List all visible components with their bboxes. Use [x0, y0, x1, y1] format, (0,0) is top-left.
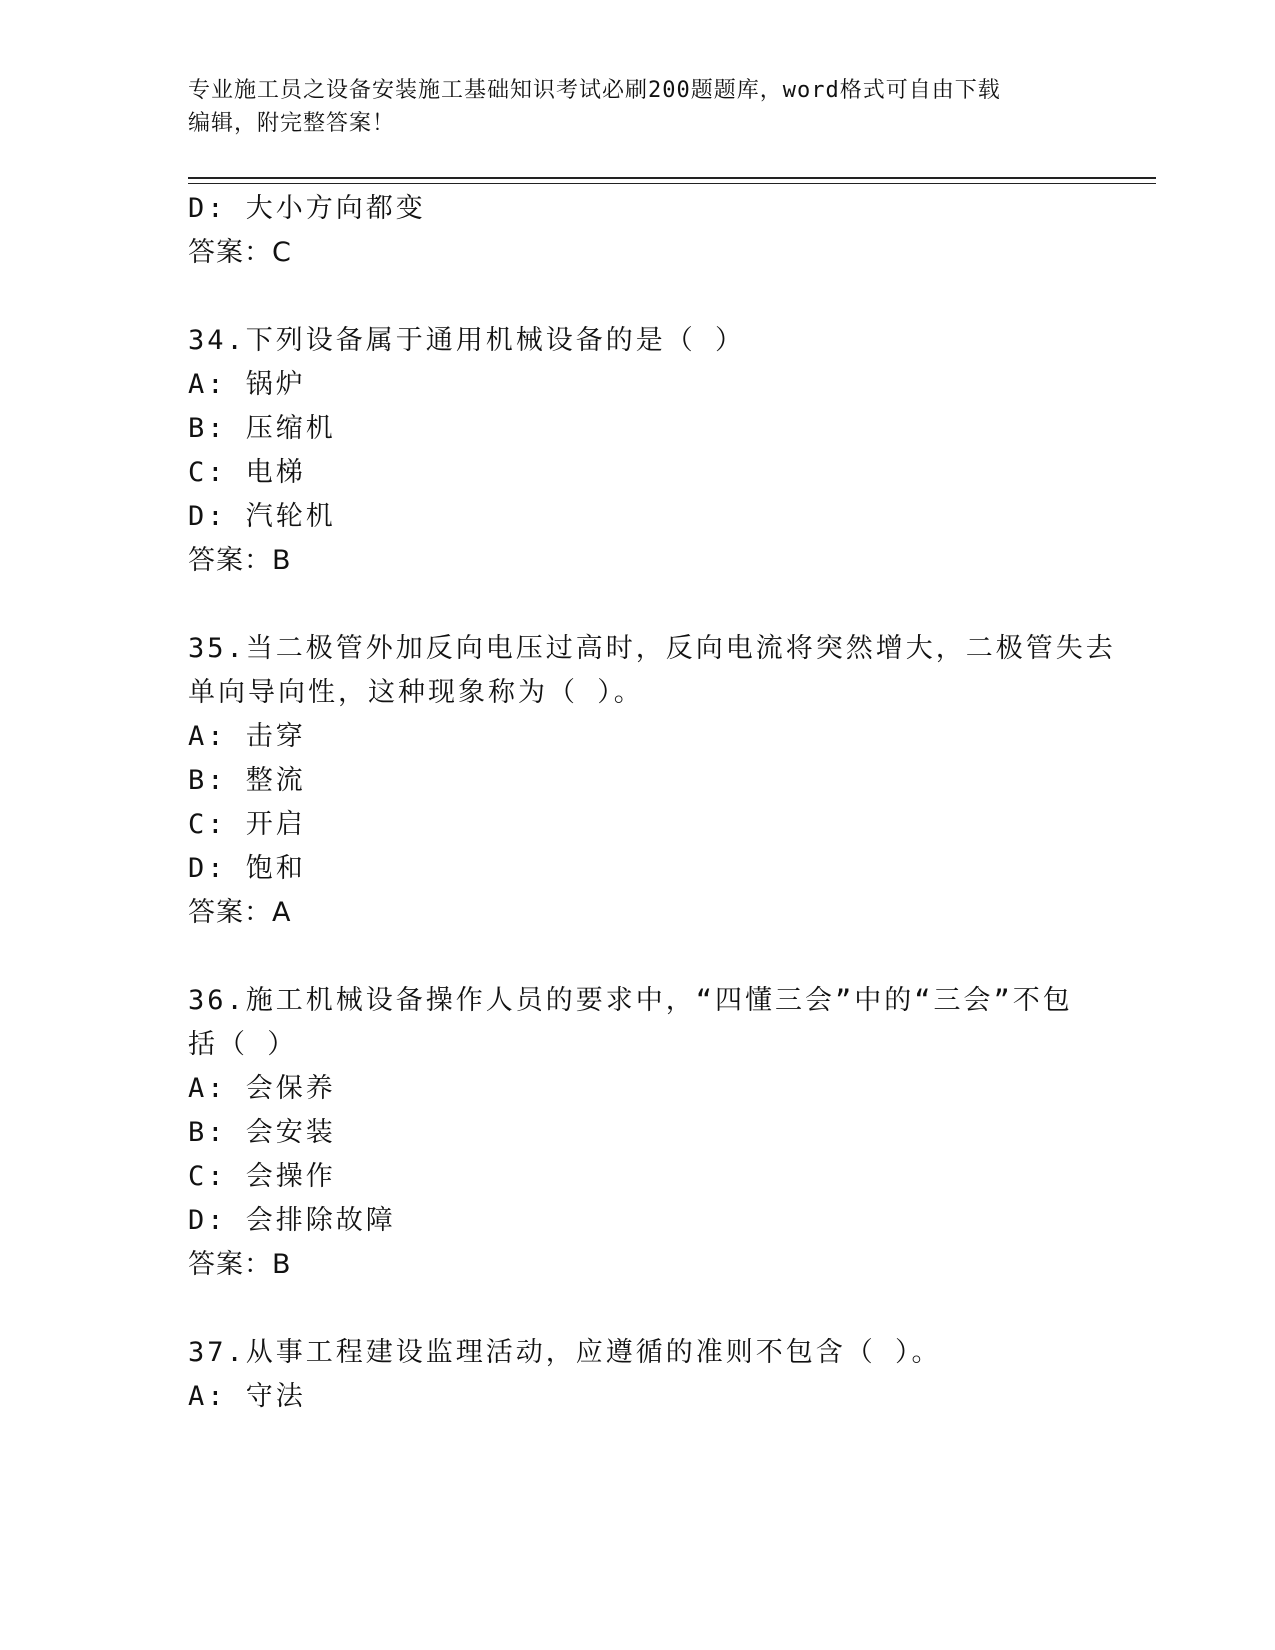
header-title-line-2: 编辑，附完整答案！ [188, 111, 396, 136]
q37-option-a: A: 守法 [188, 1381, 306, 1412]
q36-answer: 答案：B [188, 1249, 292, 1280]
q34-answer: 答案：B [188, 545, 292, 576]
q34-option-d: D: 汽轮机 [188, 501, 336, 532]
q34-option-a: A: 锅炉 [188, 369, 306, 400]
header-title-line-1: 专业施工员之设备安装施工基础知识考试必刷200题题库，word格式可自由下载 [188, 78, 1001, 103]
q36-stem-line-1: 36.施工机械设备操作人员的要求中，“四懂三会”中的“三会”不包 [188, 985, 1073, 1016]
q35-option-b: B: 整流 [188, 765, 306, 796]
q35-option-c: C: 开启 [188, 809, 306, 840]
q35-stem-line-2: 单向导向性，这种现象称为（ ）。 [188, 677, 644, 708]
q36-option-d: D: 会排除故障 [188, 1205, 396, 1236]
q36-option-b: B: 会安装 [188, 1117, 336, 1148]
q34-option-b: B: 压缩机 [188, 413, 336, 444]
q35-option-a: A: 击穿 [188, 721, 306, 752]
q34-stem: 34.下列设备属于通用机械设备的是（ ） [188, 325, 746, 356]
q36-option-c: C: 会操作 [188, 1161, 336, 1192]
q35-stem-line-1: 35.当二极管外加反向电压过高时，反向电流将突然增大，二极管失去 [188, 633, 1116, 664]
q36-option-a: A: 会保养 [188, 1073, 336, 1104]
q35-answer: 答案：A [188, 897, 292, 928]
prev-answer: 答案：C [188, 237, 292, 268]
q35-option-d: D: 饱和 [188, 853, 306, 884]
prev-option-d: D: 大小方向都变 [188, 193, 426, 224]
document-header [188, 74, 1068, 140]
q37-stem: 37.从事工程建设监理活动，应遵循的准则不包含（ ）。 [188, 1337, 942, 1368]
q34-option-c: C: 电梯 [188, 457, 306, 488]
q36-stem-line-2: 括（ ） [188, 1029, 298, 1060]
header-divider-thin [188, 183, 1156, 184]
header-divider-thick [188, 177, 1156, 179]
